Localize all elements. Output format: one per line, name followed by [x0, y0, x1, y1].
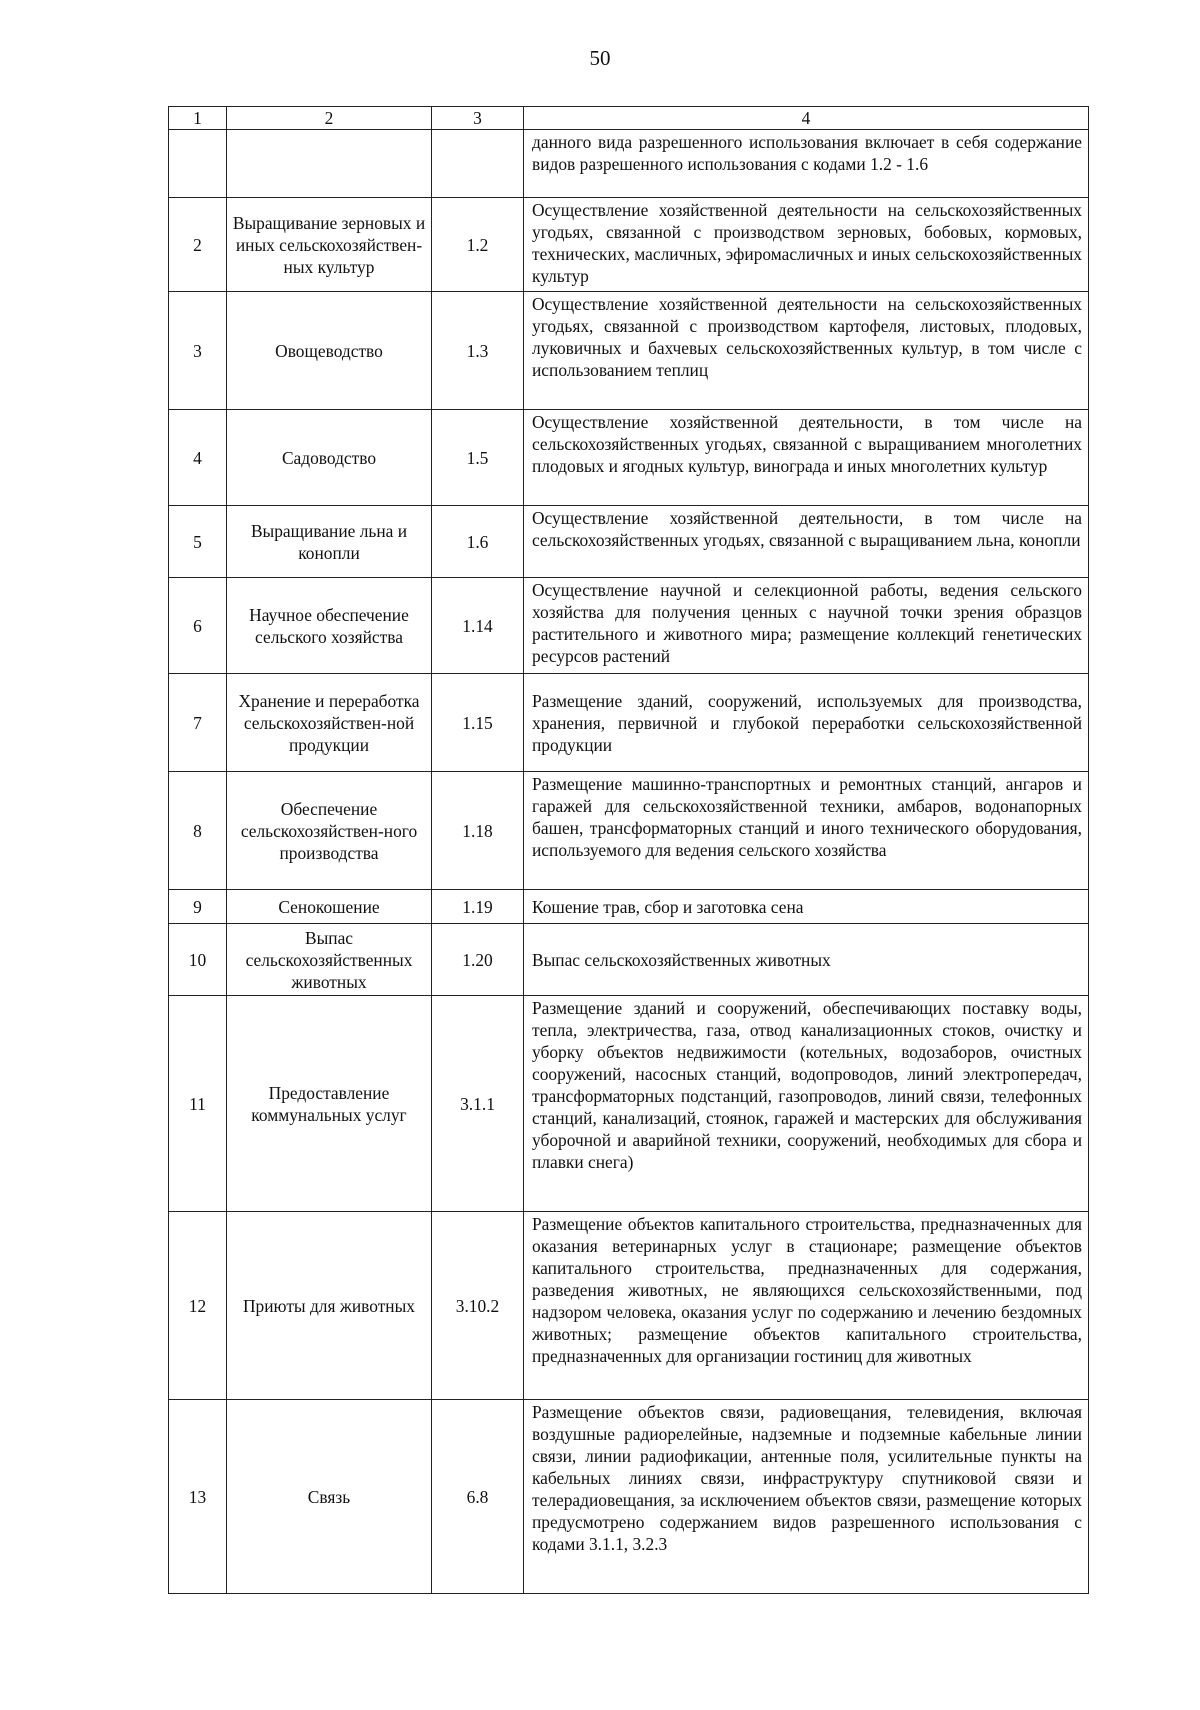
row-number: 3 — [169, 292, 227, 410]
use-type-code: 1.20 — [432, 924, 524, 996]
use-type-code: 1.14 — [432, 578, 524, 674]
use-type-code: 3.10.2 — [432, 1212, 524, 1400]
row-number: 9 — [169, 890, 227, 924]
table-row — [169, 1212, 1089, 1400]
use-type-code — [432, 130, 524, 198]
use-type-code: 1.5 — [432, 410, 524, 506]
use-type-name: Выпас сельскохозяйственных животных — [227, 924, 432, 996]
header-cell: 2 — [227, 107, 432, 130]
use-type-name: Предоставление коммунальных услуг — [227, 996, 432, 1212]
use-type-name: Садоводство — [227, 410, 432, 506]
row-number: 13 — [169, 1400, 227, 1594]
use-type-name: Сенокошение — [227, 890, 432, 924]
row-number: 8 — [169, 772, 227, 890]
use-type-description: Размещение объектов капитального строительства, предназначенных для оказания ветеринарных услуг в стационаре; размещение объектов капитального строительства, предназначенных для содержания, разведения животных, не являющихся сельскохозяйственными, под надзором человека, оказания услуг по содержанию и лечению бездомных животных; размещение объектов капитального строительства, предназначенных для организации гостиниц для животных — [524, 1212, 1089, 1400]
use-type-description: Осуществление хозяйственной деятельности, в том числе на сельскохозяйственных угодьях, связанной с выращиванием многолетних плодовых и ягодных культур, винограда и иных многолетних культур — [524, 410, 1089, 506]
use-type-name: Хранение и переработка сельскохозяйствен-ной продукции — [227, 674, 432, 772]
row-number: 10 — [169, 924, 227, 996]
use-type-description: Осуществление хозяйственной деятельности на сельскохозяйственных угодьях, связанной с производством картофеля, листовых, плодовых, луковичных и бахчевых сельскохозяйственных культур, в том числе с использованием теплиц — [524, 292, 1089, 410]
table-row — [169, 674, 1089, 772]
table-row — [169, 578, 1089, 674]
table-row — [169, 890, 1089, 924]
use-type-name: Научное обеспечение сельского хозяйства — [227, 578, 432, 674]
use-type-name: Приюты для животных — [227, 1212, 432, 1400]
use-type-name: Связь — [227, 1400, 432, 1594]
table-row — [169, 506, 1089, 578]
use-type-code: 1.19 — [432, 890, 524, 924]
use-type-code: 1.6 — [432, 506, 524, 578]
use-type-description: Осуществление хозяйственной деятельности, в том числе на сельскохозяйственных угодьях, связанной с выращиванием льна, конопли — [524, 506, 1089, 578]
header-cell: 3 — [432, 107, 524, 130]
table-row — [169, 772, 1089, 890]
use-type-description: Осуществление хозяйственной деятельности на сельскохозяйственных угодьях, связанной с производством зерновых, бобовых, кормовых, технических, масличных, эфиромасличных и иных сельскохозяйственных культур — [524, 198, 1089, 292]
use-type-name: Овощеводство — [227, 292, 432, 410]
header-cell: 1 — [169, 107, 227, 130]
land-use-table — [168, 106, 1089, 1594]
row-number: 11 — [169, 996, 227, 1212]
row-number: 5 — [169, 506, 227, 578]
use-type-name: Выращивание льна и конопли — [227, 506, 432, 578]
use-type-code: 3.1.1 — [432, 996, 524, 1212]
use-type-description: данного вида разрешенного использования включает в себя содержание видов разрешенного использования с кодами 1.2 - 1.6 — [524, 130, 1089, 198]
header-cell: 4 — [524, 107, 1089, 130]
use-type-description: Осуществление научной и селекционной работы, ведения сельского хозяйства для получения ценных с научной точки зрения образцов растительного и животного мира; размещение коллекций генетических ресурсов растений — [524, 578, 1089, 674]
table-row — [169, 1400, 1089, 1594]
row-number: 7 — [169, 674, 227, 772]
use-type-code: 1.3 — [432, 292, 524, 410]
page-number: 50 — [589, 46, 611, 70]
use-type-code: 1.18 — [432, 772, 524, 890]
use-type-description: Размещение зданий и сооружений, обеспечивающих поставку воды, тепла, электричества, газа, отвод канализационных стоков, очистку и уборку объектов недвижимости (котельных, водозаборов, очистных сооружений, насосных станций, водопроводов, линий электропередач, трансформаторных подстанций, газопроводов, линий связи, телефонных станций, канализаций, стоянок, гаражей и мастерских для обслуживания уборочной и аварийной техники, сооружений, необходимых для сбора и плавки снега) — [524, 996, 1089, 1212]
table-row — [169, 410, 1089, 506]
use-type-code: 6.8 — [432, 1400, 524, 1594]
use-type-description: Размещение машинно-транспортных и ремонтных станций, ангаров и гаражей для сельскохозяйственной техники, амбаров, водонапорных башен, трансформаторных станций и иного технического оборудования, используемого для ведения сельского хозяйства — [524, 772, 1089, 890]
use-type-description: Размещение зданий, сооружений, используемых для производства, хранения, первичной и глубокой переработки сельскохозяйственной продукции — [524, 674, 1089, 772]
use-type-name: Обеспечение сельскохозяйствен-ного производства — [227, 772, 432, 890]
use-type-name — [227, 130, 432, 198]
use-type-name: Выращивание зерновых и иных сельскохозяйствен-ных культур — [227, 198, 432, 292]
table-row — [169, 198, 1089, 292]
row-number: 6 — [169, 578, 227, 674]
table-header-row — [169, 107, 1089, 130]
use-type-description: Кошение трав, сбор и заготовка сена — [524, 890, 1089, 924]
row-number: 12 — [169, 1212, 227, 1400]
use-type-code: 1.15 — [432, 674, 524, 772]
table-row — [169, 924, 1089, 996]
table-row — [169, 996, 1089, 1212]
row-number — [169, 130, 227, 198]
table-row — [169, 292, 1089, 410]
use-type-code: 1.2 — [432, 198, 524, 292]
row-number: 4 — [169, 410, 227, 506]
use-type-description: Размещение объектов связи, радиовещания, телевидения, включая воздушные радиорелейные, надземные и подземные кабельные линии связи, линии радиофикации, антенные поля, усилительные пункты на кабельных линиях связи, инфраструктуру спутниковой связи и телерадиовещания, за исключением объектов связи, размещение которых предусмотрено содержанием видов разрешенного использования с кодами 3.1.1, 3.2.3 — [524, 1400, 1089, 1594]
use-type-description: Выпас сельскохозяйственных животных — [524, 924, 1089, 996]
table-row — [169, 130, 1089, 198]
row-number: 2 — [169, 198, 227, 292]
